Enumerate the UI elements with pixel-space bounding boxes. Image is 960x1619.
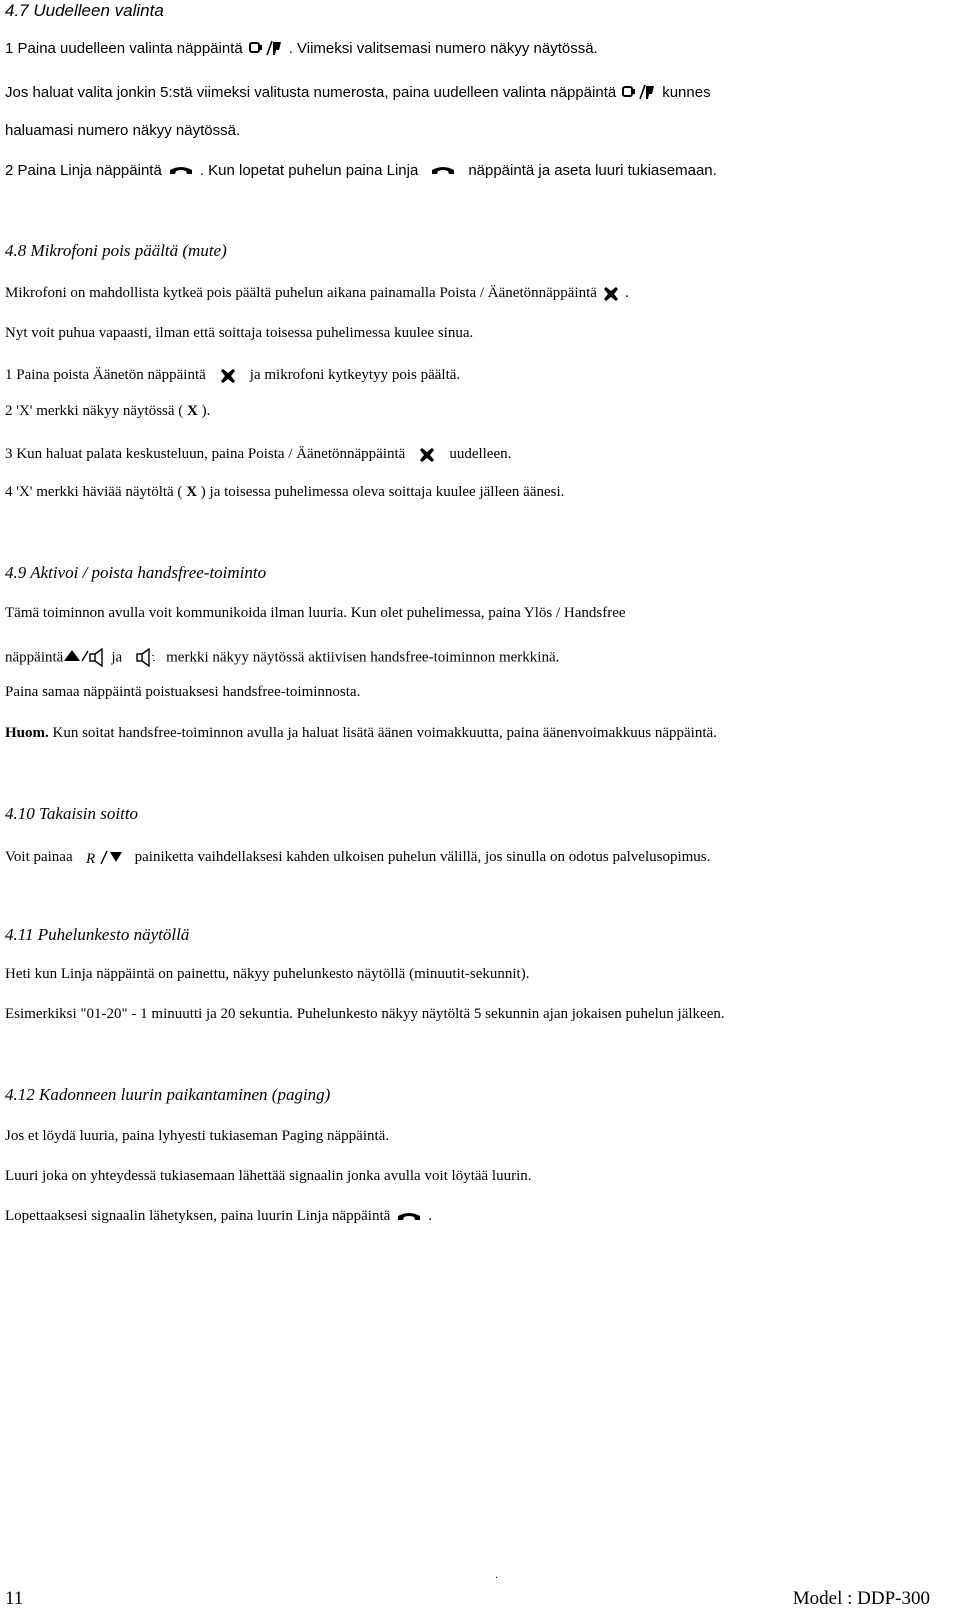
text: . Kun lopetat puhelun paina Linja: [199, 162, 419, 179]
text-line: [5, 39, 598, 59]
heading-4-11: 4.11 Puhelunkesto näytöllä: [5, 925, 190, 944]
text: 2 Paina Linja näppäintä: [5, 162, 162, 179]
text: näppäintä: [5, 649, 64, 666]
recall-down-icon: [85, 848, 125, 868]
text-line: Esimerkiksi "01-20" - 1 minuutti ja 20 sekuntia. Puhelunkesto näkyy näytöltä 5 sekunnin ajan jokaisen puhelun jälkeen.: [5, 1006, 725, 1022]
text-line: [5, 83, 711, 103]
text: . Viimeksi valitsemasi numero näkyy näytössä.: [288, 40, 598, 57]
handset-line-icon: [430, 164, 456, 178]
x-mark: X: [187, 403, 198, 419]
footer-dot: .: [495, 1567, 498, 1581]
page-number: 11: [5, 1588, 24, 1609]
redial-pause-icon: [622, 83, 656, 103]
text: 1 Paina poista Äänetön näppäintä: [5, 367, 206, 383]
mute-delete-icon: [603, 286, 619, 302]
mute-delete-icon: [419, 447, 435, 463]
text: 3 Kun haluat palata keskusteluun, paina Poista / Äänetönnäppäintä: [5, 446, 406, 462]
text-line: Heti kun Linja näppäintä on painettu, näkyy puhelunkesto näytöllä (minuutit-sekunnit).: [5, 966, 530, 982]
heading-4-9: 4.9 Aktivoi / poista handsfree-toiminto: [5, 563, 267, 582]
speaker-icon: [136, 647, 158, 669]
text-line: [5, 161, 717, 181]
note-label: Huom.: [5, 725, 49, 741]
heading-4-8: 4.8 Mikrofoni pois päältä (mute): [5, 241, 227, 260]
text-line: [5, 482, 564, 502]
text: Jos haluat valita jonkin 5:stä viimeksi valitusta numerosta, paina uudelleen valinta näppäintä: [5, 84, 617, 101]
text: 4 'X' merkki häviää näytöltä (: [5, 484, 183, 500]
svg-text:R: R: [85, 850, 95, 867]
text: Lopettaaksesi signaalin lähetyksen, paina luurin Linja näppäintä: [5, 1208, 391, 1224]
text: Voit painaa: [5, 849, 73, 865]
up-arrow-icon: [63, 647, 105, 669]
text-line: Paina samaa näppäintä poistuaksesi handsfree-toiminnosta.: [5, 684, 361, 700]
text-line: Nyt voit puhua vapaasti, ilman että soittaja toisessa puhelimessa kuulee sinua.: [5, 325, 474, 341]
text: ja mikrofoni kytkeytyy pois päältä.: [249, 367, 461, 383]
text: .: [624, 285, 629, 301]
text-line: [5, 365, 460, 385]
text: merkki näkyy näytössä aktiivisen handsfree-toiminnon merkkinä.: [166, 649, 560, 666]
text-line: Jos et löydä luuria, paina lyhyesti tukiaseman Paging näppäintä.: [5, 1128, 390, 1144]
text-line: [5, 647, 559, 669]
text: Mikrofoni on mahdollista kytkeä pois päältä puhelun aikana painamalla Poista / Äänetönnäppäintä: [5, 285, 597, 301]
text: uudelleen.: [449, 446, 512, 462]
text: .: [428, 1208, 433, 1224]
text-line: [5, 283, 629, 303]
text: painiketta vaihdellaksesi kahden ulkoisen puhelun välillä, jos sinulla on odotus palvelusopimus.: [134, 849, 711, 865]
text: 2 'X' merkki näkyy näytössä (: [5, 403, 184, 419]
mute-delete-icon: [220, 368, 236, 384]
text: näppäintä ja aseta luuri tukiasemaan.: [468, 162, 717, 179]
text-line: Tämä toiminnon avulla voit kommunikoida ilman luuria. Kun olet puhelimessa, paina Ylös / Handsfree: [5, 605, 626, 621]
text-line: [5, 723, 717, 743]
x-mark: X: [186, 484, 198, 500]
text: 1 Paina uudelleen valinta näppäintä: [5, 40, 243, 57]
text-line: [5, 401, 210, 421]
text: kunnes: [662, 84, 711, 101]
model-label: Model : DDP-300: [792, 1588, 930, 1609]
text: Kun soitat handsfree-toiminnon avulla ja haluat lisätä äänen voimakkuutta, paina äänenvoimakkuus näppäintä.: [48, 725, 717, 741]
redial-pause-icon: [249, 39, 283, 59]
text-line: [5, 847, 710, 868]
text-line: haluamasi numero näkyy näytössä.: [5, 122, 241, 139]
handset-line-icon: [396, 1210, 422, 1224]
heading-4-10: 4.10 Takaisin soitto: [5, 804, 139, 823]
text-line: [5, 444, 511, 464]
handset-line-icon: [168, 164, 194, 178]
heading-4-7: 4.7 Uudelleen valinta: [5, 1, 164, 20]
text: ja: [111, 649, 123, 666]
text: ) ja toisessa puhelimessa oleva soittaja kuulee jälleen äänesi.: [200, 484, 565, 500]
text-line: [5, 1206, 432, 1226]
heading-4-12: 4.12 Kadonneen luurin paikantaminen (paging): [5, 1085, 331, 1104]
text: ).: [201, 403, 211, 419]
text-line: Luuri joka on yhteydessä tukiasemaan lähettää signaalin jonka avulla voit löytää luurin.: [5, 1168, 532, 1184]
